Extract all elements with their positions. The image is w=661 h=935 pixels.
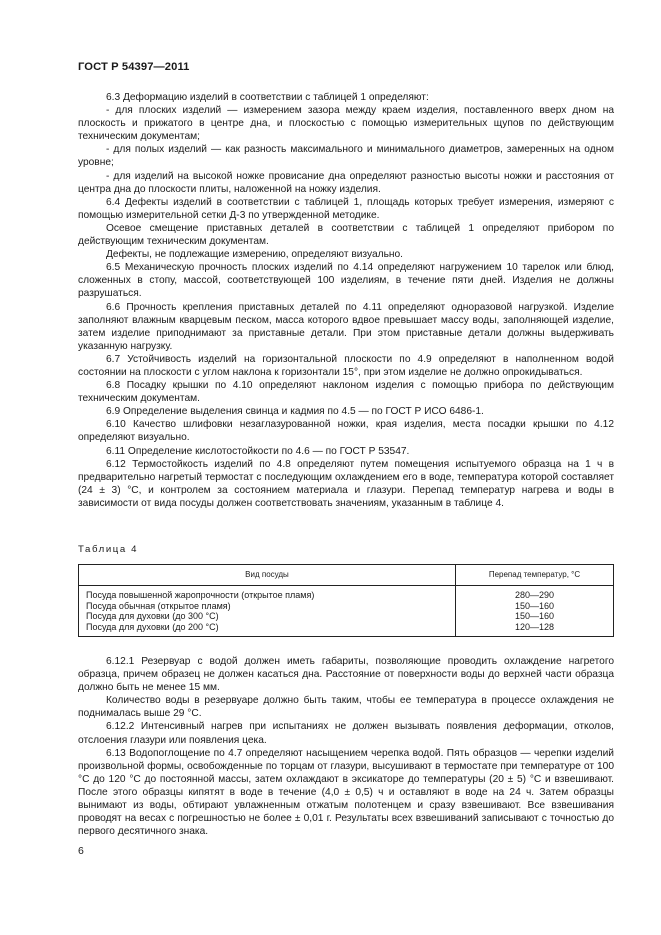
- cell-values: [456, 586, 614, 637]
- list-item-flat: - для плоских изделий — измерением зазора между краем изделия, поставленного вверх дном на плоскость и прижатого в центре дна, и плоскостью с помощью измерительных щупов по действующим техническим документам;: [78, 105, 614, 143]
- paragraph-6-4: 6.4 Дефекты изделий в соответствии с таблицей 1, площадь которых требует измерения, измеряют с помощью измерительной сетки Д-3 по утвержденной методике.: [78, 196, 614, 221]
- paragraph-6-11: 6.11 Определение кислотостойкости по 4.6 — по ГОСТ Р 53547.: [106, 445, 410, 457]
- paragraph-6-12: 6.12 Термостойкость изделий по 4.8 определяют путем помещения испытуемого образца на 1 ч в предварительно нагретый термостат с последующим охлаждением его в воде, температура которой составляет (24 ± 3) °С, и контролем за состоянием материала и глазури. Перепад температур нагрева и воды в зависимости от вида посуды должен соответствовать значениям, указанным в таблице 4.: [78, 458, 614, 509]
- list-item-hollow: - для полых изделий — как разность максимального и минимального диаметров, замеренных на одном уровне;: [78, 144, 614, 169]
- page-header: ГОСТ Р 54397—2011: [78, 61, 190, 73]
- table-cell: 280—290: [514, 590, 555, 600]
- table-caption: Таблица 4: [78, 544, 139, 555]
- column-header-temp: Перепад температур, °С: [456, 565, 614, 586]
- paragraph-6-9: 6.9 Определение выделения свинца и кадмия по 4.5 — по ГОСТ Р ИСО 6486-1.: [106, 406, 484, 418]
- table-cell: Посуда для духовки (до 300 °С): [86, 611, 219, 622]
- paragraph-6-12-1: 6.12.1 Резервуар с водой должен иметь габариты, позволяющие проводить охлаждение нагретого образца, причем образец не должен касаться дна. Расстояние от поверхности воды до верхней части образца должно быть не менее 15 мм.: [78, 656, 614, 694]
- table-cell: Посуда обычная (открытое пламя): [86, 600, 231, 611]
- paragraph-6-3: 6.3 Деформацию изделий в соответствии с таблицей 1 определяют:: [106, 92, 429, 103]
- column-header-type: Вид посуды: [79, 565, 456, 586]
- paragraph-offset: Осевое смещение приставных деталей в соответствии с таблицей 1 определяют прибором по действующим техническим документам.: [78, 222, 614, 248]
- paragraph-6-13: 6.13 Водопоглощение по 4.7 определяют насыщением черепка водой. Пять образцов — черепки изделий произвольной формы, освобожденные по торцам от глазури, высушивают в термостате при температуре от 100 °С до 120 °С до постоянной массы, затем охлаждают в эксикаторе до температуры (20 ± 5) °С и взвешивают. После этого образцы кипятят в воде в течение (4,0 ± 0,5) ч и оставляют в воде на 24 ч. Затем образцы вынимают из воды, обтирают увлажненным отжатым полотенцем и сразу взвешивают. Все взвешивания проводят на весах с погрешностью не более ± 0,01 г. Результаты всех взвешиваний записывают с точностью до первого десятичного знака.: [78, 747, 614, 838]
- paragraph-6-5: 6.5 Механическую прочность плоских изделий по 4.14 определяют нагружением 10 тарелок или блюд, сложенных в стопу, массой, соответствующей 100 изделиям, в течение пяти дней. Изделия не должны разрушаться.: [78, 262, 614, 300]
- cell-names: [79, 586, 456, 637]
- paragraph-6-10: 6.10 Качество шлифовки незаглазурованной ножки, края изделия, места посадки крышки по 4.12 определяют визуально.: [78, 419, 614, 444]
- table-cell: Посуда повышенной жаропрочности (открытое пламя): [86, 590, 315, 600]
- page-number: 6: [78, 845, 84, 857]
- paragraph-water-qty: Количество воды в резервуаре должно быть таким, чтобы ее температура в процессе охлаждения не поднималась выше 29 °С.: [78, 695, 614, 720]
- paragraph-6-8: 6.8 Посадку крышки по 4.10 определяют наклоном изделия с помощью прибора по действующим техническим документам.: [78, 380, 614, 405]
- paragraph-6-7: 6.7 Устойчивость изделий на горизонтальной плоскости по 4.9 определяют в наполненном водой состоянии на плоскости с углом наклона к горизонтали 15°, при этом изделие не должно опрокидываться.: [78, 353, 614, 378]
- text-block-top: [78, 91, 614, 510]
- table-header-row: [79, 565, 614, 586]
- table-cell: Посуда для духовки (до 200 °С): [86, 621, 219, 632]
- paragraph-visual: Дефекты, не подлежащие измерению, определяют визуально.: [106, 249, 403, 261]
- text-block-bottom: [78, 655, 614, 838]
- list-item-stem: - для изделий на высокой ножке провисание дна определяют разностью высоты ножки и расстояния от центра дна до плоскости плиты, наложенной на ножку изделия.: [78, 170, 614, 195]
- table-body-row: [79, 586, 614, 637]
- table-cell: 120—128: [514, 621, 555, 632]
- paragraph-6-6: 6.6 Прочность крепления приставных деталей по 4.11 определяют одноразовой нагрузкой. Изделие заполняют влажным кварцевым песком, масса которого вдвое превышает массу воды, заполняющей изделие, затем изделие приподнимают за приставные детали. При этом приставные детали должны выдерживать указанную нагрузку.: [78, 301, 614, 352]
- table-cell: 150—160: [514, 600, 555, 611]
- table-4: [78, 564, 614, 637]
- table-cell: 150—160: [514, 611, 555, 622]
- paragraph-6-12-2: 6.12.2 Интенсивный нагрев при испытаниях не должен вызывать появления деформации, отколов, отслоения глазури или появления цека.: [78, 721, 614, 746]
